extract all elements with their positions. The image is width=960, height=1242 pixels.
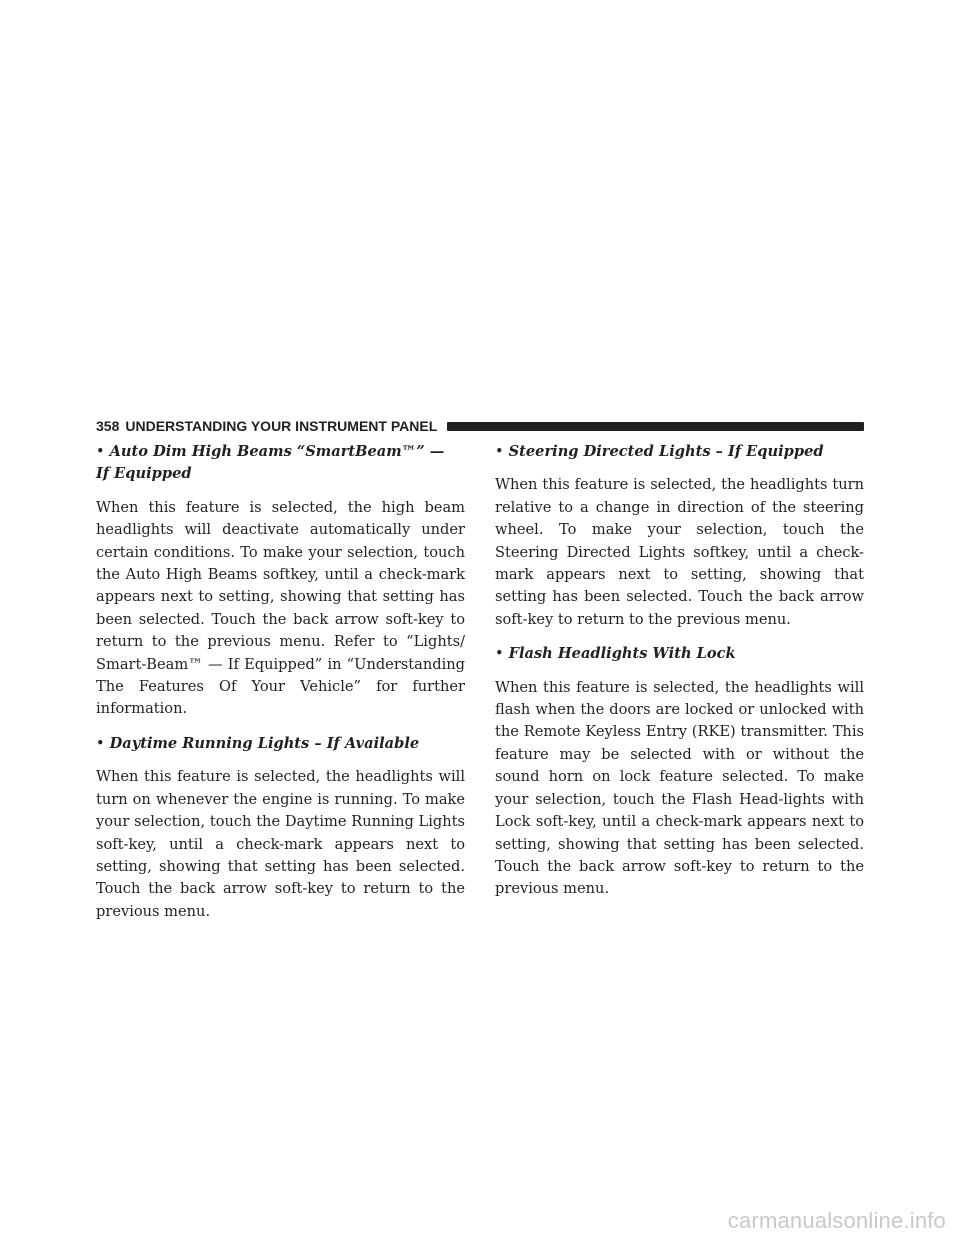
- item-body-flash-headlights-with-lock: When this feature is selected, the headlights will flash when the doors are locked or unlocked with the Remote Keyless Entry (RKE) transmitter. This feature may be selected with or without the sound horn on lock feature selected. To make your selection, touch the Flash Head-lights with Lock soft-key, until a check-mark appears next to setting, showing that setting has been selected. Touch the back arrow soft-key to return to the previous menu.: [495, 678, 864, 898]
- heading-line-1: Steering Directed Lights – If Equipped: [508, 443, 824, 460]
- heading-line-1: Daytime Running Lights – If Available: [109, 734, 420, 752]
- heading-line-1: Auto Dim High Beams “SmartBeam™” —: [109, 443, 445, 460]
- bullet-icon: •: [495, 443, 504, 460]
- right-column: [495, 441, 864, 913]
- item-heading-daytime-running-lights: [96, 733, 465, 755]
- bullet-icon: •: [96, 734, 105, 752]
- heading-line-1: Flash Headlights With Lock: [508, 645, 736, 663]
- section-title: UNDERSTANDING YOUR INSTRUMENT PANEL: [125, 418, 438, 434]
- item-body-steering-directed-lights: When this feature is selected, the headlights turn relative to a change in direction of the steering wheel. To make your selection, touch the Steering Directed Lights softkey, until a check-mark appears next to setting, showing that setting has been selected. Touch the back arrow soft-key to return to the previous menu.: [495, 476, 864, 628]
- item-heading-flash-headlights-with-lock: [495, 643, 864, 665]
- watermark-text: carmanualsonline.info: [727, 1208, 946, 1233]
- heading-line-2: If Equipped: [96, 465, 192, 483]
- header-rule: [447, 422, 864, 431]
- item-body-daytime-running-lights: When this feature is selected, the headlights will turn on whenever the engine is running. To make your selection, touch the Daytime Running Lights soft-key, until a check-mark appears next to setting, showing that setting has been selected. Touch the back arrow soft-key to return to the previous menu.: [96, 768, 465, 920]
- item-heading-auto-dim-high-beams: [96, 441, 465, 486]
- page-number: 358: [96, 418, 120, 434]
- item-body-auto-dim-high-beams: When this feature is selected, the high beam headlights will deactivate automatically under certain conditions. To make your selection, touch the Auto High Beams softkey, until a check-mark appears next to setting, showing that setting has been selected. Touch the back arrow soft-key to return to the previous menu. Refer to “Lights/ Smart-Beam™ — If Equipped” in “Understanding The Features Of Your Vehicle” for further information.: [96, 498, 465, 718]
- bullet-icon: •: [96, 443, 105, 460]
- item-heading-steering-directed-lights: [495, 441, 864, 463]
- page-header: [96, 417, 864, 435]
- bullet-icon: •: [495, 645, 504, 663]
- left-column: [96, 441, 465, 935]
